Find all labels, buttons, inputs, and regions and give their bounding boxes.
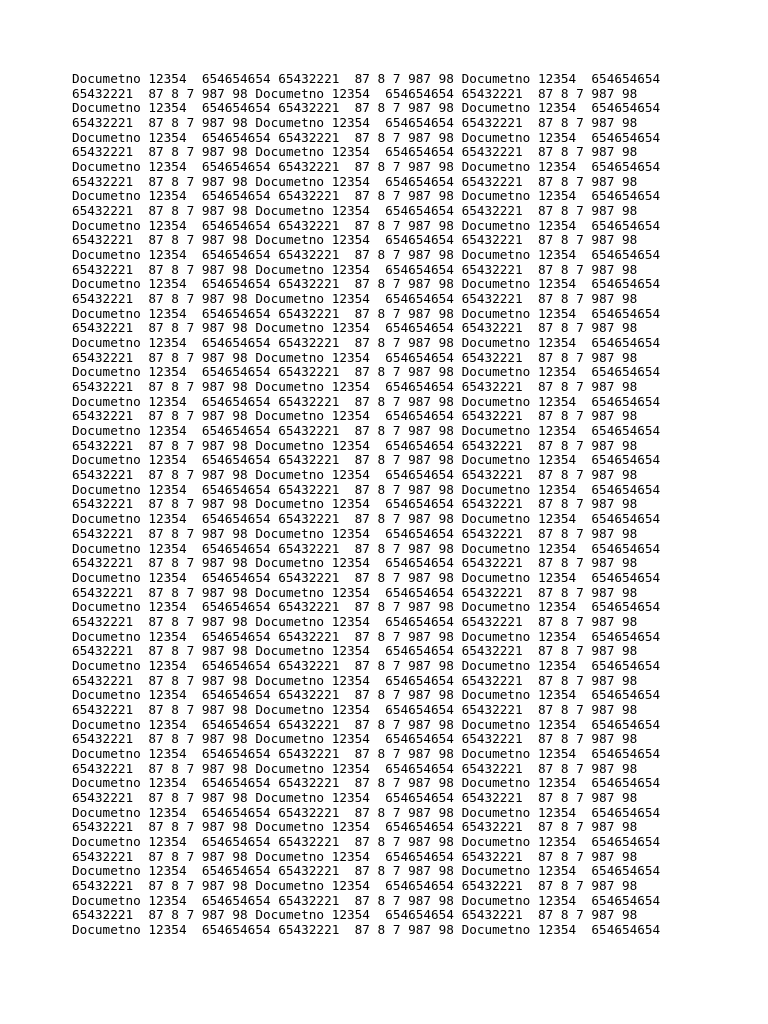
text-line: Documetno 12354 654654654 65432221 87 8 7 987 98 Documetno 12354 654654654 — [72, 364, 661, 380]
text-line: Documetno 12354 654654654 65432221 87 8 7 987 98 Documetno 12354 654654654 — [72, 423, 661, 439]
text-line: Documetno 12354 654654654 65432221 87 8 7 987 98 Documetno 12354 654654654 — [72, 540, 661, 556]
text-line: 65432221 87 8 7 987 98 Documetno 12354 654654654 65432221 87 8 7 987 98 — [72, 115, 638, 131]
text-line: Documetno 12354 654654654 65432221 87 8 7 987 98 Documetno 12354 654654654 — [72, 188, 661, 204]
text-line: 65432221 87 8 7 987 98 Documetno 12354 654654654 65432221 87 8 7 987 98 — [72, 789, 638, 805]
text-line: 65432221 87 8 7 987 98 Documetno 12354 654654654 65432221 87 8 7 987 98 — [72, 320, 638, 336]
text-line: Documetno 12354 654654654 65432221 87 8 7 987 98 Documetno 12354 654654654 — [72, 599, 661, 615]
text-line: Documetno 12354 654654654 65432221 87 8 7 987 98 Documetno 12354 654654654 — [72, 247, 661, 263]
text-line: 65432221 87 8 7 987 98 Documetno 12354 654654654 65432221 87 8 7 987 98 — [72, 848, 638, 864]
text-line: 65432221 87 8 7 987 98 Documetno 12354 654654654 65432221 87 8 7 987 98 — [72, 877, 638, 893]
text-line: 65432221 87 8 7 987 98 Documetno 12354 654654654 65432221 87 8 7 987 98 — [72, 643, 638, 659]
text-line: 65432221 87 8 7 987 98 Documetno 12354 654654654 65432221 87 8 7 987 98 — [72, 555, 638, 571]
text-line: Documetno 12354 654654654 65432221 87 8 7 987 98 Documetno 12354 654654654 — [72, 921, 661, 937]
text-line: 65432221 87 8 7 987 98 Documetno 12354 654654654 65432221 87 8 7 987 98 — [72, 261, 638, 277]
text-line: 65432221 87 8 7 987 98 Documetno 12354 654654654 65432221 87 8 7 987 98 — [72, 144, 638, 160]
text-line: 65432221 87 8 7 987 98 Documetno 12354 654654654 65432221 87 8 7 987 98 — [72, 584, 638, 600]
text-line: Documetno 12354 654654654 65432221 87 8 7 987 98 Documetno 12354 654654654 — [72, 276, 661, 292]
text-line: 65432221 87 8 7 987 98 Documetno 12354 654654654 65432221 87 8 7 987 98 — [72, 291, 638, 307]
text-line: 65432221 87 8 7 987 98 Documetno 12354 654654654 65432221 87 8 7 987 98 — [72, 467, 638, 483]
text-line: 65432221 87 8 7 987 98 Documetno 12354 654654654 65432221 87 8 7 987 98 — [72, 525, 638, 541]
text-line: Documetno 12354 654654654 65432221 87 8 7 987 98 Documetno 12354 654654654 — [72, 217, 661, 233]
text-line: Documetno 12354 654654654 65432221 87 8 7 987 98 Documetno 12354 654654654 — [72, 452, 661, 468]
text-line: 65432221 87 8 7 987 98 Documetno 12354 654654654 65432221 87 8 7 987 98 — [72, 379, 638, 395]
text-line: Documetno 12354 654654654 65432221 87 8 7 987 98 Documetno 12354 654654654 — [72, 745, 661, 761]
text-line: Documetno 12354 654654654 65432221 87 8 7 987 98 Documetno 12354 654654654 — [72, 628, 661, 644]
text-line: 65432221 87 8 7 987 98 Documetno 12354 654654654 65432221 87 8 7 987 98 — [72, 203, 638, 219]
text-line: Documetno 12354 654654654 65432221 87 8 7 987 98 Documetno 12354 654654654 — [72, 657, 661, 673]
text-line: 65432221 87 8 7 987 98 Documetno 12354 654654654 65432221 87 8 7 987 98 — [72, 496, 638, 512]
text-line: Documetno 12354 654654654 65432221 87 8 7 987 98 Documetno 12354 654654654 — [72, 804, 661, 820]
text-line: 65432221 87 8 7 987 98 Documetno 12354 654654654 65432221 87 8 7 987 98 — [72, 760, 638, 776]
text-line: 65432221 87 8 7 987 98 Documetno 12354 654654654 65432221 87 8 7 987 98 — [72, 232, 638, 248]
text-line: 65432221 87 8 7 987 98 Documetno 12354 654654654 65432221 87 8 7 987 98 — [72, 672, 638, 688]
text-line: 65432221 87 8 7 987 98 Documetno 12354 654654654 65432221 87 8 7 987 98 — [72, 173, 638, 189]
text-line: 65432221 87 8 7 987 98 Documetno 12354 654654654 65432221 87 8 7 987 98 — [72, 819, 638, 835]
text-line: Documetno 12354 654654654 65432221 87 8 7 987 98 Documetno 12354 654654654 — [72, 892, 661, 908]
text-line: Documetno 12354 654654654 65432221 87 8 7 987 98 Documetno 12354 654654654 — [72, 159, 661, 175]
text-line: Documetno 12354 654654654 65432221 87 8 7 987 98 Documetno 12354 654654654 — [72, 100, 661, 116]
text-line: Documetno 12354 654654654 65432221 87 8 7 987 98 Documetno 12354 654654654 — [72, 305, 661, 321]
text-line: Documetno 12354 654654654 65432221 87 8 7 987 98 Documetno 12354 654654654 — [72, 863, 661, 879]
text-line: Documetno 12354 654654654 65432221 87 8 7 987 98 Documetno 12354 654654654 — [72, 481, 661, 497]
text-line: 65432221 87 8 7 987 98 Documetno 12354 654654654 65432221 87 8 7 987 98 — [72, 85, 638, 101]
text-line: Documetno 12354 654654654 65432221 87 8 7 987 98 Documetno 12354 654654654 — [72, 716, 661, 732]
text-line: Documetno 12354 654654654 65432221 87 8 7 987 98 Documetno 12354 654654654 — [72, 833, 661, 849]
text-line: 65432221 87 8 7 987 98 Documetno 12354 654654654 65432221 87 8 7 987 98 — [72, 701, 638, 717]
text-line: 65432221 87 8 7 987 98 Documetno 12354 654654654 65432221 87 8 7 987 98 — [72, 408, 638, 424]
text-line: Documetno 12354 654654654 65432221 87 8 7 987 98 Documetno 12354 654654654 — [72, 569, 661, 585]
text-line: 65432221 87 8 7 987 98 Documetno 12354 654654654 65432221 87 8 7 987 98 — [72, 437, 638, 453]
text-line: 65432221 87 8 7 987 98 Documetno 12354 654654654 65432221 87 8 7 987 98 — [72, 349, 638, 365]
text-line: Documetno 12354 654654654 65432221 87 8 7 987 98 Documetno 12354 654654654 — [72, 71, 661, 86]
text-line: 65432221 87 8 7 987 98 Documetno 12354 654654654 65432221 87 8 7 987 98 — [72, 613, 638, 629]
document-body — [72, 72, 660, 938]
text-line: 65432221 87 8 7 987 98 Documetno 12354 654654654 65432221 87 8 7 987 98 — [72, 731, 638, 747]
text-line: Documetno 12354 654654654 65432221 87 8 7 987 98 Documetno 12354 654654654 — [72, 687, 661, 703]
text-line: Documetno 12354 654654654 65432221 87 8 7 987 98 Documetno 12354 654654654 — [72, 511, 661, 527]
text-line: Documetno 12354 654654654 65432221 87 8 7 987 98 Documetno 12354 654654654 — [72, 775, 661, 791]
text-line: Documetno 12354 654654654 65432221 87 8 7 987 98 Documetno 12354 654654654 — [72, 393, 661, 409]
text-line: Documetno 12354 654654654 65432221 87 8 7 987 98 Documetno 12354 654654654 — [72, 335, 661, 351]
text-line: 65432221 87 8 7 987 98 Documetno 12354 654654654 65432221 87 8 7 987 98 — [72, 907, 638, 923]
text-line: Documetno 12354 654654654 65432221 87 8 7 987 98 Documetno 12354 654654654 — [72, 129, 661, 145]
